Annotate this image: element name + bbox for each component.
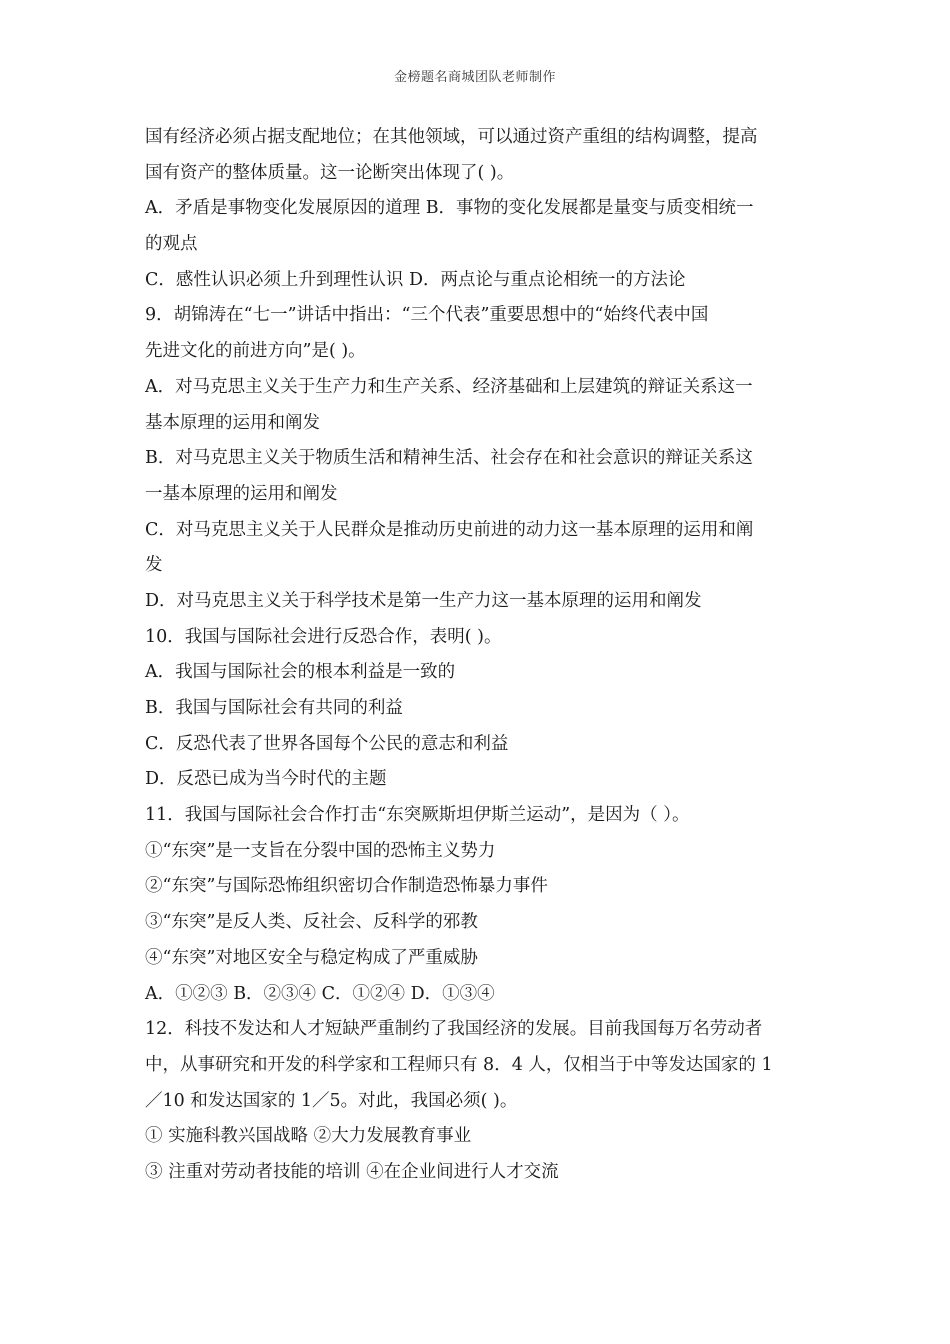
text-line: 中，从事研究和开发的科学家和工程师只有 8．4 人，仅相当于中等发达国家的 1: [145, 1054, 773, 1075]
text-line: D．对马克思主义关于科学技术是第一生产力这一基本原理的运用和阐发: [145, 590, 702, 611]
document-body: [145, 120, 815, 1191]
page-header: 金榜题名商城团队老师制作: [393, 70, 556, 85]
text-line: D．反恐已成为当今时代的主题: [145, 769, 387, 790]
text-line: ③“东突”是反人类、反社会、反科学的邪教: [145, 912, 478, 933]
text-line: ①“东突”是一支旨在分裂中国的恐怖主义势力: [145, 840, 496, 861]
text-line: ／10 和发达国家的 1／5。对此，我国必须( )。: [145, 1090, 518, 1111]
text-line: C．感性认识必须上升到理性认识 D．两点论与重点论相统一的方法论: [145, 269, 686, 290]
text-line: ②“东突”与国际恐怖组织密切合作制造恐怖暴力事件: [145, 876, 548, 897]
text-line: A．①②③ B．②③④ C．①②④ D．①③④: [145, 983, 495, 1004]
text-line: ④“东突”对地区安全与稳定构成了严重威胁: [145, 947, 478, 968]
text-line: C．反恐代表了世界各国每个公民的意志和利益: [145, 733, 509, 754]
text-line: 先进文化的前进方向”是( )。: [145, 341, 366, 362]
text-line: 的观点: [145, 234, 198, 255]
text-line: 国有经济必须占据支配地位；在其他领域，可以通过资产重组的结构调整，提高: [145, 127, 758, 147]
text-line: A．矛盾是事物变化发展原因的道理 B．事物的变化发展都是量变与质变相统一: [145, 198, 754, 219]
text-line: 基本原理的运用和阐发: [145, 412, 320, 433]
question-10-stem: 10．我国与国际社会进行反恐合作，表明( )。: [145, 626, 502, 647]
question-12-stem: 12．科技不发达和人才短缺严重制约了我国经济的发展。目前我国每万名劳动者: [145, 1019, 763, 1040]
text-line: B．对马克思主义关于物质生活和精神生活、社会存在和社会意识的辩证关系这: [145, 448, 753, 469]
text-line: B．我国与国际社会有共同的利益: [145, 698, 403, 718]
text-line: 发: [145, 555, 163, 576]
text-line: ③ 注重对劳动者技能的培训 ④在企业间进行人才交流: [145, 1161, 559, 1182]
text-line: ① 实施科教兴国战略 ②大力发展教育事业: [145, 1126, 472, 1147]
question-9-stem: 9．胡锦涛在“七一”讲话中指出：“三个代表”重要思想中的“始终代表中国: [145, 305, 709, 326]
text-line: 国有资产的整体质量。这一论断突出体现了( )。: [145, 162, 515, 183]
question-11-stem: 11．我国与国际社会合作打击“东突厥斯坦伊斯兰运动”，是因为（ ）。: [145, 805, 690, 826]
text-line: A．对马克思主义关于生产力和生产关系、经济基础和上层建筑的辩证关系这一: [145, 376, 753, 397]
text-line: A．我国与国际社会的根本利益是一致的: [145, 662, 456, 683]
text-line: 一基本原理的运用和阐发: [145, 483, 338, 504]
text-line: C．对马克思主义关于人民群众是推动历史前进的动力这一基本原理的运用和阐: [145, 519, 754, 540]
